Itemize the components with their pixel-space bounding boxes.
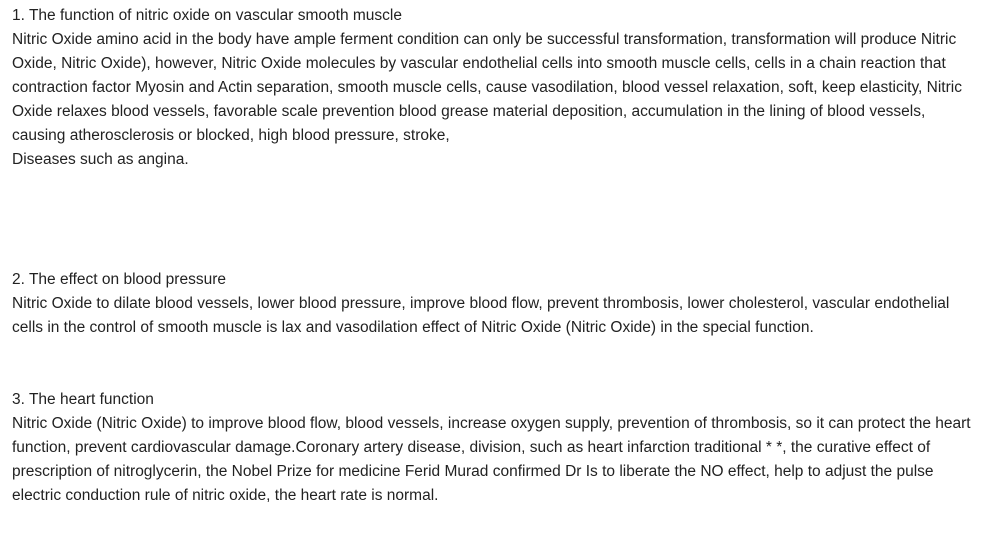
section-heading: 2. The effect on blood pressure — [12, 271, 226, 288]
section-heart-function — [12, 388, 972, 508]
section-nitric-oxide-vascular — [12, 4, 972, 172]
section-heading: 1. The function of nitric oxide on vascular smooth muscle — [12, 7, 402, 24]
section-body-tail: Diseases such as angina. — [12, 151, 189, 168]
section-blood-pressure — [12, 268, 972, 340]
section-body: Nitric Oxide (Nitric Oxide) to improve blood flow, blood vessels, increase oxygen supply, prevention of thrombosis, so it can protect the heart function, prevent cardiovascular damage.Coronary artery disease, division, such as heart infarction traditional * *, the curative effect of prescription of nitroglycerin, the Nobel Prize for medicine Ferid Murad confirmed Dr Is to liberate the NO effect, help to adjust the pulse electric conduction rule of nitric oxide, the heart rate is normal. — [12, 415, 971, 504]
section-body: Nitric Oxide to dilate blood vessels, lower blood pressure, improve blood flow, prevent thrombosis, lower cholesterol, vascular endothelial cells in the control of smooth muscle is lax and vasodilation effect of Nitric Oxide (Nitric Oxide) in the special function. — [12, 295, 950, 336]
section-heading: 3. The heart function — [12, 391, 154, 408]
section-body: Nitric Oxide amino acid in the body have ample ferment condition can only be successful transformation, transformation will produce Nitric Oxide, Nitric Oxide), however, Nitric Oxide molecules by vascular endothelial cells into smooth muscle cells, cells in a chain reaction that contraction factor Myosin and Actin separation, smooth muscle cells, cause vasodilation, blood vessel relaxation, soft, keep elasticity, Nitric Oxide relaxes blood vessels, favorable scale prevention blood grease material deposition, accumulation in the lining of blood vessels, causing atherosclerosis or blocked, high blood pressure, stroke, — [12, 31, 962, 144]
